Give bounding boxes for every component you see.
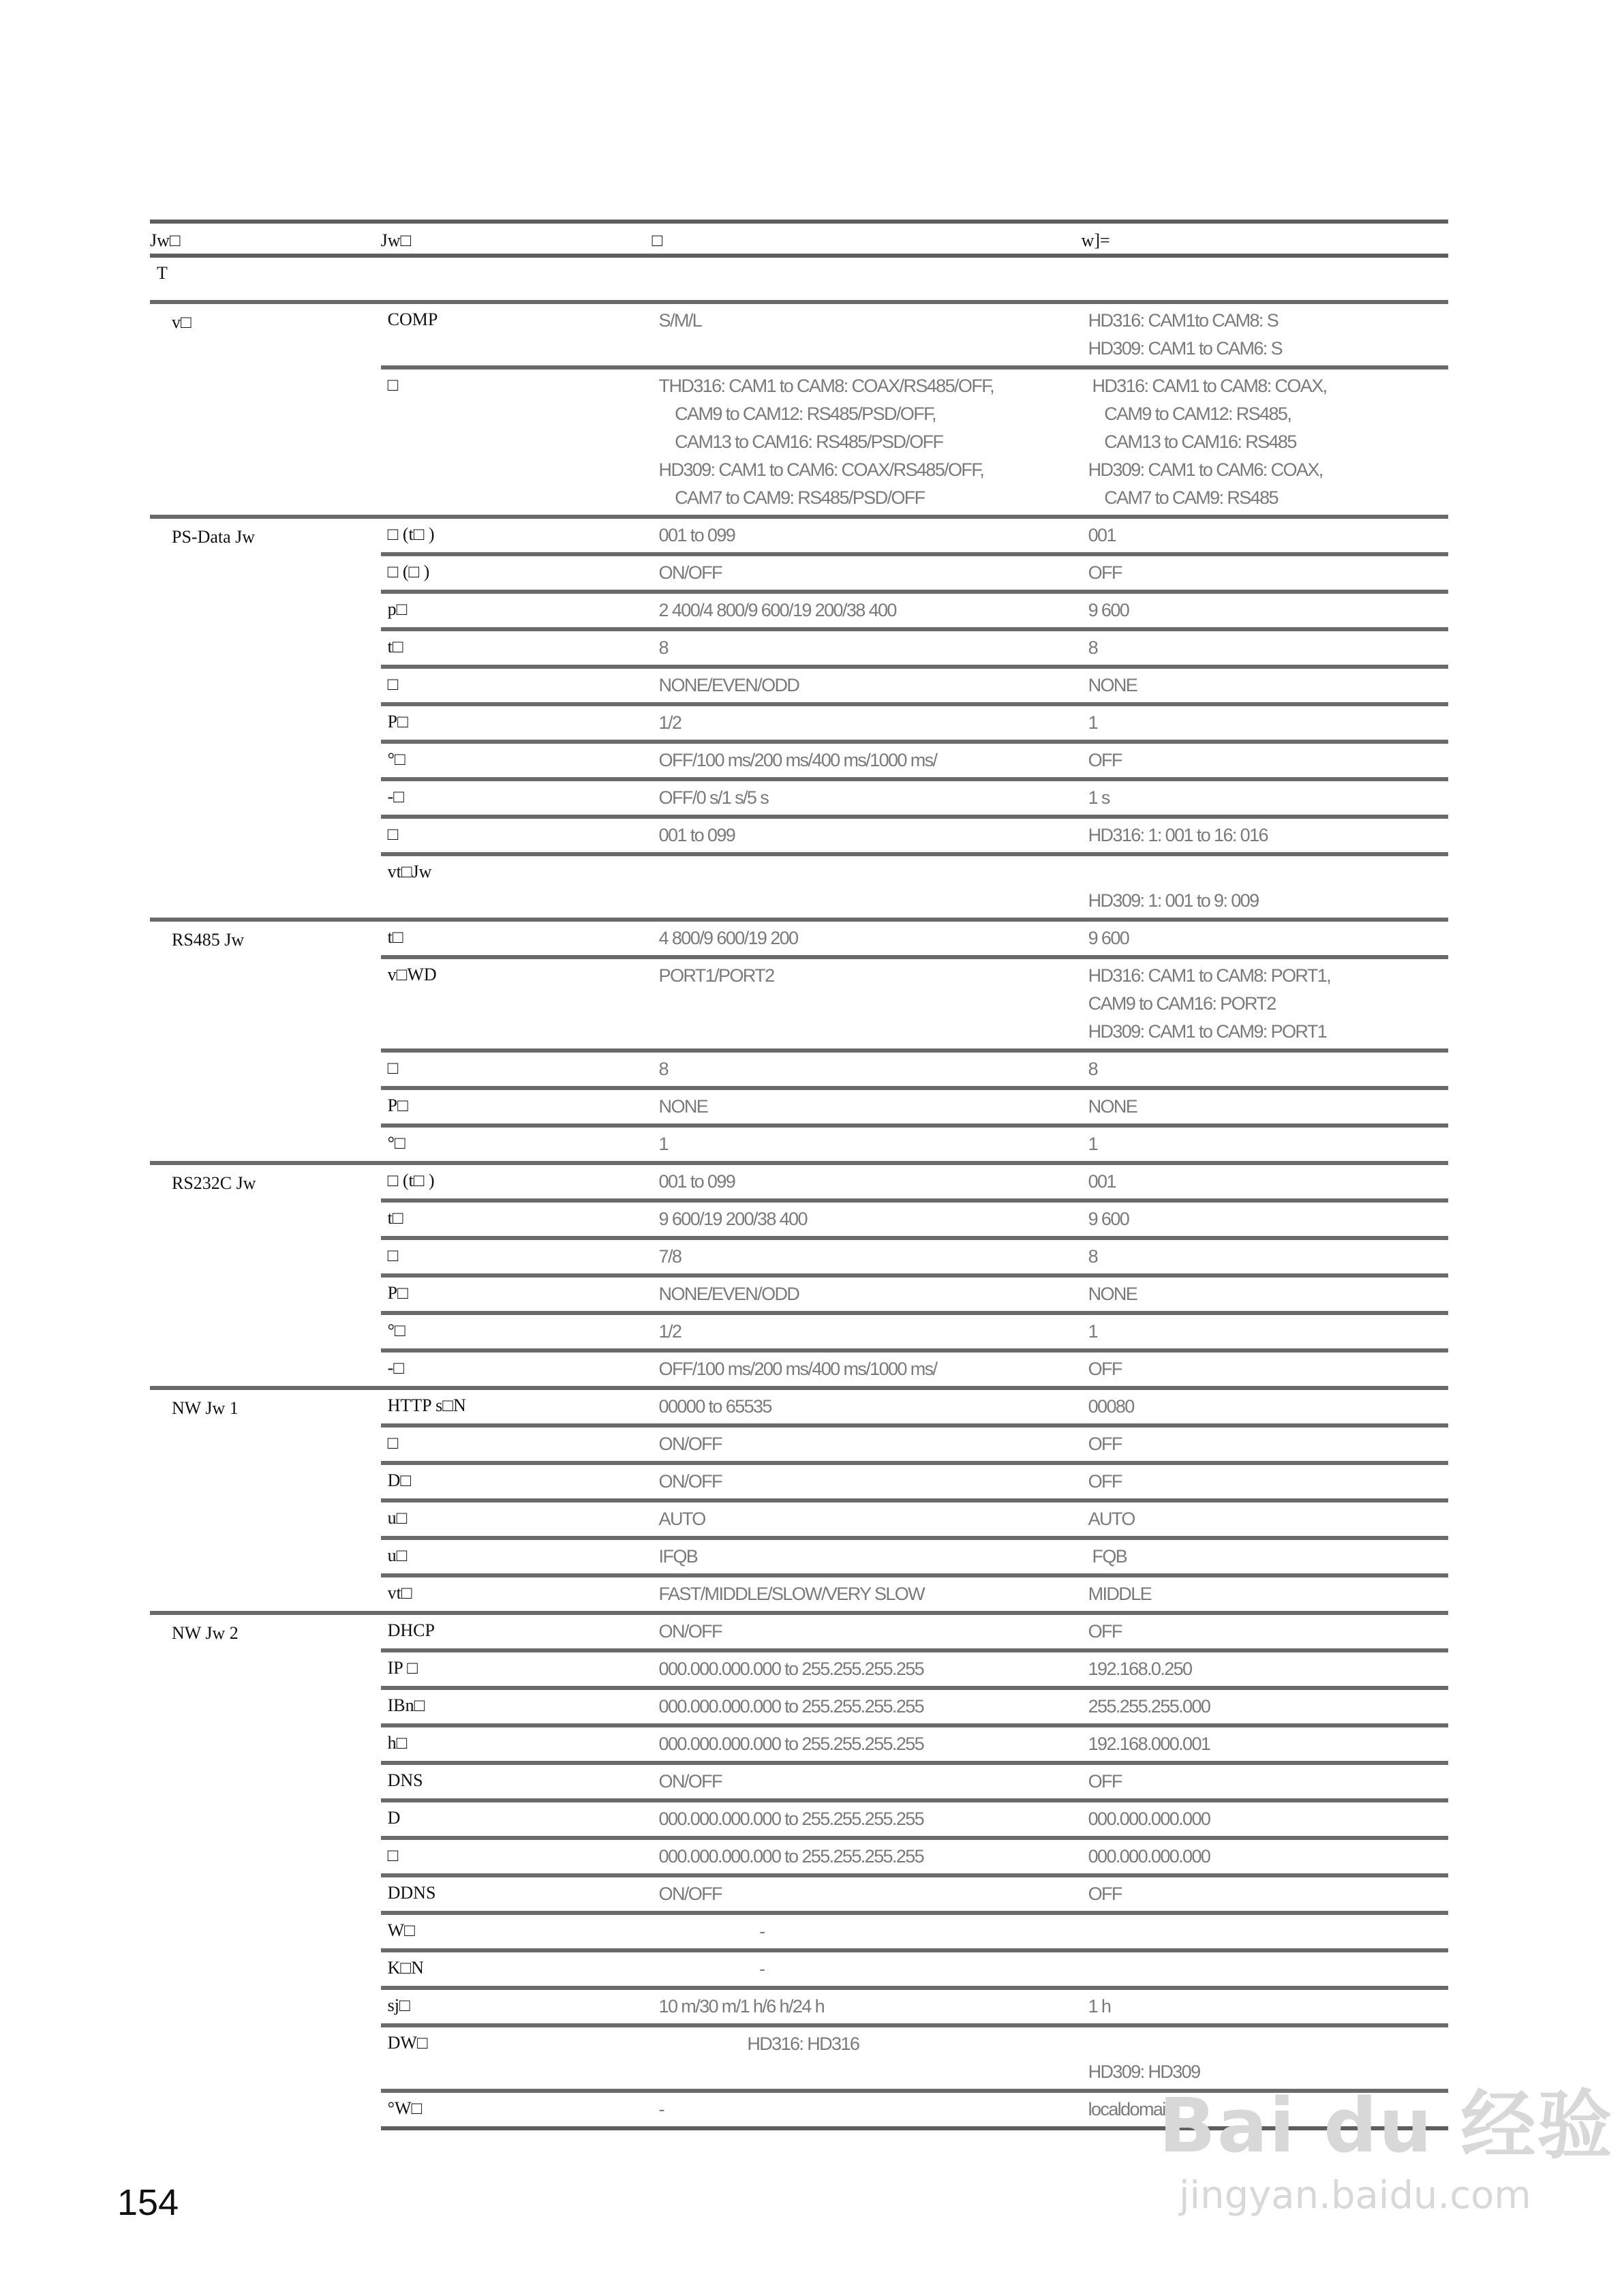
setting-range: NONE/EVEN/ODD: [652, 667, 1082, 704]
item-name: h□: [381, 1725, 652, 1763]
table-row: [150, 302, 1448, 367]
setting-range: ON/OFF: [652, 1763, 1082, 1800]
setting-range: OFF/100 ms/200 ms/400 ms/1000 ms/: [652, 1350, 1082, 1388]
setting-range: OFF/0 s/1 s/5 s: [652, 779, 1082, 817]
table-row: [150, 920, 1448, 957]
item-name: P□: [381, 704, 652, 742]
default-value: OFF: [1082, 1763, 1448, 1800]
item-name: DHCP: [381, 1613, 652, 1650]
item-name: IBn□: [381, 1688, 652, 1725]
item-name: □: [381, 1238, 652, 1275]
setting-range: ON/OFF: [652, 1875, 1082, 1913]
setting-range: ON/OFF: [652, 1463, 1082, 1500]
setting-range: FAST/MIDDLE/SLOW/VERY SLOW: [652, 1575, 1082, 1613]
item-name: vt□: [381, 1575, 652, 1613]
item-name: DDNS: [381, 1875, 652, 1913]
item-name: □: [381, 817, 652, 854]
item-name: °□: [381, 1313, 652, 1350]
setting-range: PORT1/PORT2: [652, 957, 1082, 1051]
default-value: OFF: [1082, 1425, 1448, 1463]
table-header: [150, 222, 1448, 256]
setting-range: 000.000.000.000 to 255.255.255.255: [652, 1650, 1082, 1688]
item-name: P□: [381, 1088, 652, 1126]
item-name: □: [381, 667, 652, 704]
watermark-url: jingyan.baidu.com: [1179, 2173, 1531, 2218]
setting-range: 000.000.000.000 to 255.255.255.255: [652, 1688, 1082, 1725]
item-name: □: [381, 1051, 652, 1088]
default-value: OFF: [1082, 1350, 1448, 1388]
group-label: PS-Data Jw: [150, 517, 381, 920]
default-value: 1: [1082, 1126, 1448, 1163]
group-label: RS485 Jw: [150, 920, 381, 1163]
default-value: 255.255.255.000: [1082, 1688, 1448, 1725]
setting-range: 8: [652, 629, 1082, 667]
setting-range: 4 800/9 600/19 200: [652, 920, 1082, 957]
group-label: RS232C Jw: [150, 1163, 381, 1388]
table-row: [150, 1613, 1448, 1650]
item-name: t□: [381, 1200, 652, 1238]
item-name: u□: [381, 1538, 652, 1575]
item-name: -□: [381, 779, 652, 817]
default-value: 1 s: [1082, 779, 1448, 817]
item-name: u□: [381, 1500, 652, 1538]
group-label: NW Jw 1: [150, 1388, 381, 1613]
item-name: IP □: [381, 1650, 652, 1688]
section-row: [150, 256, 1448, 302]
header-col2: Jw□: [381, 222, 652, 256]
setting-range: 1: [652, 1126, 1082, 1163]
item-name: °□: [381, 1126, 652, 1163]
default-value: 001: [1082, 1163, 1448, 1200]
default-value: OFF: [1082, 1463, 1448, 1500]
watermark-logo: Bai du 经验: [1159, 2082, 1614, 2169]
item-name: □ (t□ ): [381, 517, 652, 554]
default-value: [1082, 1950, 1448, 1988]
default-value: 000.000.000.000: [1082, 1800, 1448, 1838]
item-name: D: [381, 1800, 652, 1838]
default-value: OFF: [1082, 742, 1448, 779]
setting-range: 000.000.000.000 to 255.255.255.255: [652, 1725, 1082, 1763]
item-name: p□: [381, 592, 652, 629]
default-value: 8: [1082, 1238, 1448, 1275]
item-name: DNS: [381, 1763, 652, 1800]
item-name: sj□: [381, 1988, 652, 2025]
item-name: K□N: [381, 1950, 652, 1988]
item-name: □ (□ ): [381, 554, 652, 592]
setting-range: 7/8: [652, 1238, 1082, 1275]
default-value: NONE: [1082, 1275, 1448, 1313]
item-name: vt□Jw: [381, 854, 652, 920]
item-name: □: [381, 367, 652, 517]
default-value: 8: [1082, 629, 1448, 667]
default-value: 8: [1082, 1051, 1448, 1088]
default-value: 000.000.000.000: [1082, 1838, 1448, 1875]
setting-range: 001 to 099: [652, 817, 1082, 854]
default-value: HD309: HD309: [1082, 2025, 1448, 2091]
item-name: W□: [381, 1913, 652, 1950]
default-value: NONE: [1082, 667, 1448, 704]
item-name: P□: [381, 1275, 652, 1313]
default-value: OFF: [1082, 554, 1448, 592]
header-col1: Jw□: [150, 222, 381, 256]
setting-range: OFF/100 ms/200 ms/400 ms/1000 ms/: [652, 742, 1082, 779]
setting-range: NONE/EVEN/ODD: [652, 1275, 1082, 1313]
default-value: 00080: [1082, 1388, 1448, 1425]
watermark: [1159, 2066, 1613, 2218]
section-label: T: [157, 263, 168, 283]
setting-range: ON/OFF: [652, 1425, 1082, 1463]
default-value: 9 600: [1082, 592, 1448, 629]
table-row: [150, 517, 1448, 554]
setting-range: HD316: HD316: [652, 2025, 1082, 2091]
default-value: NONE: [1082, 1088, 1448, 1126]
setting-range: 1/2: [652, 704, 1082, 742]
item-name: v□WD: [381, 957, 652, 1051]
default-value: FQB: [1082, 1538, 1448, 1575]
item-name: □: [381, 1425, 652, 1463]
group-label: v□: [150, 302, 381, 517]
setting-range: 1/2: [652, 1313, 1082, 1350]
setting-range: 000.000.000.000 to 255.255.255.255: [652, 1800, 1082, 1838]
default-value: 1 h: [1082, 1988, 1448, 2025]
default-value: MIDDLE: [1082, 1575, 1448, 1613]
setting-range: 001 to 099: [652, 1163, 1082, 1200]
default-value: HD316: 1: 001 to 16: 016: [1082, 817, 1448, 854]
default-value: HD316: CAM1 to CAM8: PORT1, CAM9 to CAM16: PORT2 HD309: CAM1 to CAM9: PORT1: [1082, 957, 1448, 1051]
setting-range: S/M/L: [652, 302, 1082, 367]
setting-range: -: [652, 1913, 1082, 1950]
setting-range: NONE: [652, 1088, 1082, 1126]
table-row: [150, 1163, 1448, 1200]
item-name: t□: [381, 629, 652, 667]
setting-range: 001 to 099: [652, 517, 1082, 554]
item-name: D□: [381, 1463, 652, 1500]
default-value: 9 600: [1082, 920, 1448, 957]
setting-range: ON/OFF: [652, 1613, 1082, 1650]
item-name: DW□: [381, 2025, 652, 2091]
default-value: AUTO: [1082, 1500, 1448, 1538]
item-name: □: [381, 1838, 652, 1875]
setting-range: IFQB: [652, 1538, 1082, 1575]
item-name: HTTP s□N: [381, 1388, 652, 1425]
setting-range: ON/OFF: [652, 554, 1082, 592]
default-value: 9 600: [1082, 1200, 1448, 1238]
item-name: □ (t□ ): [381, 1163, 652, 1200]
setting-range: THD316: CAM1 to CAM8: COAX/RS485/OFF, CAM9 to CAM12: RS485/PSD/OFF, CAM13 to CAM16: RS485/PSD/OFF HD309: CAM1 to CAM6: COAX/RS485/OFF, CAM7 to CAM9: RS485/PSD/OFF: [652, 367, 1082, 517]
default-value: HD309: 1: 001 to 9: 009: [1082, 854, 1448, 920]
setting-range: 8: [652, 1051, 1082, 1088]
table-row: [150, 1388, 1448, 1425]
group-label: NW Jw 2: [150, 1613, 381, 2128]
item-name: °□: [381, 742, 652, 779]
setting-range: 00000 to 65535: [652, 1388, 1082, 1425]
setting-range: 9 600/19 200/38 400: [652, 1200, 1082, 1238]
default-value: 192.168.000.001: [1082, 1725, 1448, 1763]
item-name: t□: [381, 920, 652, 957]
default-value: 001: [1082, 517, 1448, 554]
default-value: localdomain: [1082, 2091, 1448, 2128]
settings-table: [150, 220, 1448, 2130]
item-name: -□: [381, 1350, 652, 1388]
header-col3: □: [652, 222, 1082, 256]
header-col4: w]=: [1082, 222, 1448, 256]
default-value: 1: [1082, 704, 1448, 742]
setting-range: 000.000.000.000 to 255.255.255.255: [652, 1838, 1082, 1875]
setting-range: 10 m/30 m/1 h/6 h/24 h: [652, 1988, 1082, 2025]
default-value: OFF: [1082, 1875, 1448, 1913]
item-name: °W□: [381, 2091, 652, 2128]
setting-range: -: [652, 2091, 1082, 2128]
default-value: HD316: CAM1 to CAM8: COAX, CAM9 to CAM12: RS485, CAM13 to CAM16: RS485 HD309: CAM1 to CAM6: COAX, CAM7 to CAM9: RS485: [1082, 367, 1448, 517]
default-value: OFF: [1082, 1613, 1448, 1650]
default-value: [1082, 1913, 1448, 1950]
setting-range: AUTO: [652, 1500, 1082, 1538]
setting-range: -: [652, 1950, 1082, 1988]
setting-range: 2 400/4 800/9 600/19 200/38 400: [652, 592, 1082, 629]
page-number: 154: [117, 2182, 179, 2223]
default-value: 192.168.0.250: [1082, 1650, 1448, 1688]
default-value: 1: [1082, 1313, 1448, 1350]
item-name: COMP: [381, 302, 652, 367]
default-value: HD316: CAM1to CAM8: S HD309: CAM1 to CAM6: S: [1082, 302, 1448, 367]
setting-range: [652, 854, 1082, 920]
